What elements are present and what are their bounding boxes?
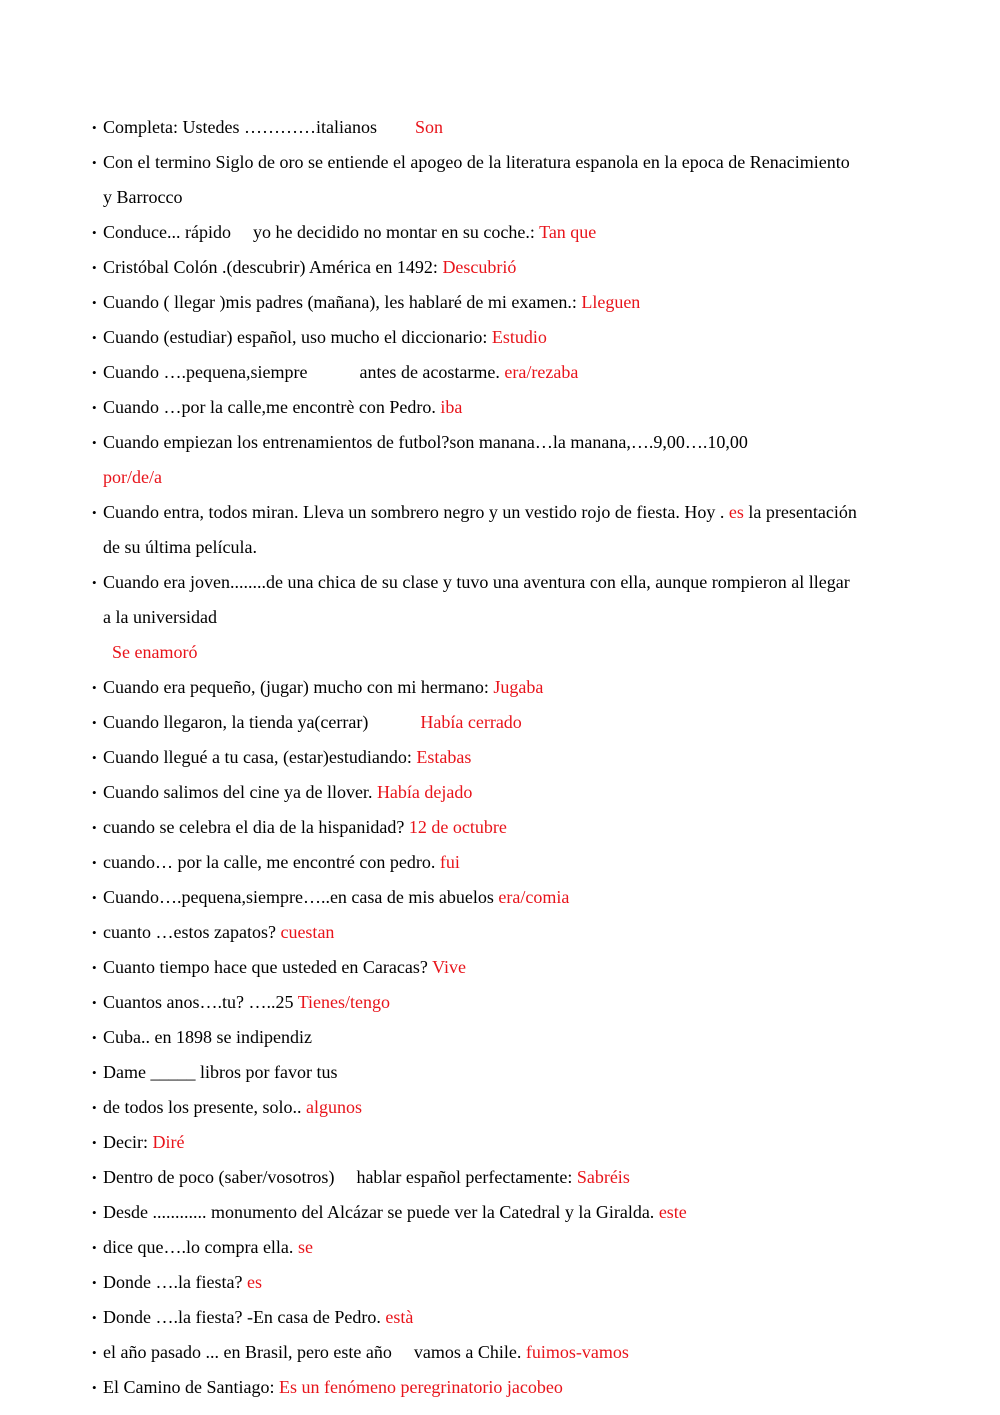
question-text: de todos los presente, solo.. — [103, 1097, 302, 1117]
question-text: Desde ............ monumento del Alcázar se puede ver la Catedral y la Giralda. — [103, 1202, 655, 1222]
list-item — [92, 425, 862, 495]
question-text-cont: vamos a Chile. — [413, 1342, 522, 1362]
bullet: • — [92, 785, 97, 800]
question-text-cont: yo he decidido no montar en su coche.: — [252, 222, 535, 242]
question-text: Cuando llegué a tu casa, (estar)estudiando: — [103, 747, 412, 767]
bullet: • — [92, 435, 97, 450]
list-item — [92, 1160, 862, 1195]
answer-text: Descubrió — [442, 257, 517, 277]
answer-text: era/comia — [498, 887, 570, 907]
question-text: Cuando …por la calle,me encontrè con Pedro. — [103, 397, 436, 417]
answer-text: està — [385, 1307, 414, 1327]
answer-text: Se enamoró — [112, 642, 198, 662]
question-text: Cuando (estudiar) español, uso mucho el diccionario: — [103, 327, 488, 347]
question-text: Cuando salimos del cine ya de llover. — [103, 782, 373, 802]
question-text: Cuando era pequeño, (jugar) mucho con mi hermano: — [103, 677, 489, 697]
bullet: • — [92, 1030, 97, 1045]
list-item — [92, 1020, 862, 1055]
answer-text: por/de/a — [103, 467, 162, 487]
bullet: • — [92, 1380, 97, 1395]
qa-list — [92, 110, 862, 1405]
list-item — [92, 670, 862, 705]
answer-text: 12 de octubre — [408, 817, 507, 837]
question-text: Completa: Ustedes …………italianos — [103, 117, 377, 137]
list-item — [92, 390, 862, 425]
answer-text: Son — [414, 117, 443, 137]
question-text: Dentro de poco (saber/vosotros) — [103, 1167, 335, 1187]
answer-text: Jugaba — [493, 677, 544, 697]
question-text: El Camino de Santiago: — [103, 1377, 275, 1397]
list-item — [92, 705, 862, 740]
answer-text: este — [658, 1202, 687, 1222]
question-text: cuanto …estos zapatos? — [103, 922, 276, 942]
list-item — [92, 215, 862, 250]
answer-text: Tienes/tengo — [297, 992, 391, 1012]
bullet: • — [92, 1100, 97, 1115]
list-item — [92, 110, 862, 145]
bullet: • — [92, 1135, 97, 1150]
question-text: el año pasado ... en Brasil, pero este año — [103, 1342, 392, 1362]
list-item — [92, 1090, 862, 1125]
answer-text: Vive — [432, 957, 466, 977]
list-item — [92, 565, 862, 670]
answer-text: Diré — [152, 1132, 185, 1152]
bullet: • — [92, 505, 97, 520]
bullet: • — [92, 820, 97, 835]
bullet: • — [92, 1275, 97, 1290]
question-text-cont: la presentación de su última película. — [103, 502, 857, 557]
bullet: • — [92, 995, 97, 1010]
answer-text: cuestan — [280, 922, 335, 942]
answer-text: Estabas — [416, 747, 472, 767]
answer-text: es — [728, 502, 744, 522]
bullet: • — [92, 225, 97, 240]
list-item — [92, 1230, 862, 1265]
list-item — [92, 810, 862, 845]
bullet: • — [92, 295, 97, 310]
bullet: • — [92, 890, 97, 905]
bullet: • — [92, 960, 97, 975]
answer-text: era/rezaba — [504, 362, 579, 382]
question-text: Cuando llegaron, la tienda ya(cerrar) — [103, 712, 369, 732]
question-text: Cristóbal Colón .(descubrir) América en 1492: — [103, 257, 438, 277]
bullet: • — [92, 1240, 97, 1255]
answer-text: Había dejado — [376, 782, 473, 802]
list-item — [92, 145, 862, 215]
answer-text: Estudio — [491, 327, 547, 347]
question-text-cont: hablar español perfectamente: — [356, 1167, 573, 1187]
question-text: Cuando empiezan los entrenamientos de futbol?son manana…la manana,….9,00….10,00 — [103, 432, 748, 452]
question-text: Decir: — [103, 1132, 148, 1152]
list-item — [92, 1055, 862, 1090]
list-item — [92, 1265, 862, 1300]
question-text: cuando… por la calle, me encontré con pedro. — [103, 852, 436, 872]
bullet: • — [92, 400, 97, 415]
answer-text: Tan que — [539, 222, 597, 242]
question-text: Con el termino Siglo de oro se entiende el apogeo de la literatura espanola en la epoca de Renacimiento y Barrocco — [103, 152, 850, 207]
list-item — [92, 250, 862, 285]
bullet: • — [92, 1170, 97, 1185]
bullet: • — [92, 1065, 97, 1080]
list-item — [92, 1195, 862, 1230]
list-item — [92, 320, 862, 355]
bullet: • — [92, 715, 97, 730]
bullet: • — [92, 855, 97, 870]
bullet: • — [92, 120, 97, 135]
bullet: • — [92, 1205, 97, 1220]
question-text: Cuando ….pequena,siempre — [103, 362, 308, 382]
list-item — [92, 1370, 862, 1405]
list-item — [92, 495, 862, 565]
bullet: • — [92, 365, 97, 380]
bullet: • — [92, 330, 97, 345]
list-item — [92, 1300, 862, 1335]
list-item — [92, 915, 862, 950]
question-text: Conduce... rápido — [103, 222, 231, 242]
bullet: • — [92, 1310, 97, 1325]
list-item — [92, 355, 862, 390]
question-text: Dame _____ libros por favor tus — [103, 1062, 338, 1082]
list-item — [92, 845, 862, 880]
answer-text: Es un fenómeno peregrinatorio jacobeo — [278, 1377, 563, 1397]
list-item — [92, 1335, 862, 1370]
question-text: dice que….lo compra ella. — [103, 1237, 294, 1257]
answer-text: se — [297, 1237, 313, 1257]
answer-text: Sabréis — [576, 1167, 630, 1187]
question-text: Cuanto tiempo hace que usteded en Caracas? — [103, 957, 428, 977]
answer-text: Había cerrado — [420, 712, 522, 732]
question-text: Cuba.. en 1898 se indipendiz — [103, 1027, 312, 1047]
question-text-cont: antes de acostarme. — [359, 362, 500, 382]
list-item — [92, 285, 862, 320]
question-text: Cuando entra, todos miran. Lleva un sombrero negro y un vestido rojo de fiesta. Hoy . — [103, 502, 725, 522]
bullet: • — [92, 260, 97, 275]
answer-text: algunos — [305, 1097, 362, 1117]
bullet: • — [92, 680, 97, 695]
bullet: • — [92, 155, 97, 170]
answer-text: fui — [439, 852, 460, 872]
question-text: cuando se celebra el dia de la hispanidad? — [103, 817, 405, 837]
bullet: • — [92, 1345, 97, 1360]
list-item — [92, 1125, 862, 1160]
question-text: Cuantos anos….tu? …..25 — [103, 992, 294, 1012]
answer-text: Lleguen — [581, 292, 641, 312]
list-item — [92, 880, 862, 915]
question-text: Cuando….pequena,siempre…..en casa de mis abuelos — [103, 887, 494, 907]
list-item — [92, 740, 862, 775]
list-item — [92, 985, 862, 1020]
question-text: Cuando era joven........de una chica de su clase y tuvo una aventura con ella, aunque rompieron al llegar a la universidad — [103, 572, 850, 627]
list-item — [92, 950, 862, 985]
answer-text: fuimos-vamos — [525, 1342, 629, 1362]
bullet: • — [92, 750, 97, 765]
question-text: Donde ….la fiesta? — [103, 1272, 243, 1292]
bullet: • — [92, 925, 97, 940]
list-item — [92, 775, 862, 810]
question-text: Donde ….la fiesta? -En casa de Pedro. — [103, 1307, 381, 1327]
answer-text: es — [246, 1272, 262, 1292]
question-text: Cuando ( llegar )mis padres (mañana), les hablaré de mi examen.: — [103, 292, 577, 312]
bullet: • — [92, 575, 97, 590]
answer-text: iba — [440, 397, 463, 417]
